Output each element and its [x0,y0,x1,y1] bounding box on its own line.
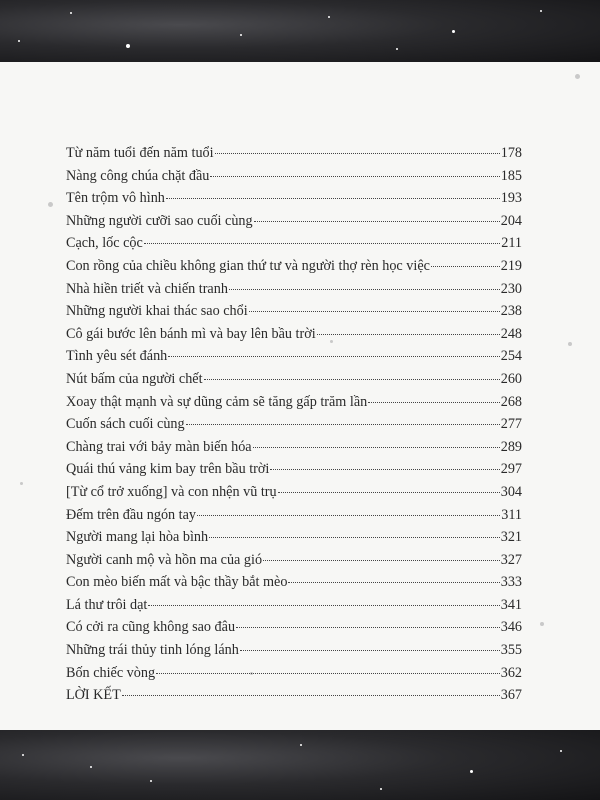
toc-entry[interactable] [66,416,522,439]
toc-leader-dots [263,559,500,561]
paper-speck [48,202,53,207]
toc-leader-dots [431,265,500,267]
toc-entry[interactable] [66,619,522,642]
toc-entry-title: Con rồng của chiều không gian thứ tư và người thợ rèn học việc [66,257,430,274]
toc-entry[interactable] [66,145,522,168]
toc-entry-page: 248 [500,325,522,342]
toc-entry-page: 260 [500,370,522,387]
toc-entry-page: 304 [500,483,522,500]
toc-entry-page: 230 [500,280,522,297]
toc-entry-page: 333 [500,574,522,591]
toc-entry-title: Đếm trên đầu ngón tay [66,506,197,523]
toc-entry-page: 321 [500,529,522,546]
toc-leader-dots [317,333,500,335]
toc-entry-title: Người canh mộ và hồn ma của gió [66,551,263,568]
toc-entry-title: Bốn chiếc vòng [66,664,156,681]
paper-speck [568,342,572,346]
toc-entry-title: Những trái thủy tinh lóng lánh [66,642,239,659]
toc-leader-dots [166,197,500,199]
toc-entry-page: 204 [500,212,522,229]
toc-entry-page: 238 [500,303,522,320]
toc-leader-dots [186,423,500,425]
toc-entry-title: Cuốn sách cuối cùng [66,416,185,433]
paper-speck [540,622,544,626]
toc-entry-page: 211 [501,235,522,252]
toc-leader-dots [148,604,499,606]
toc-entry[interactable] [66,394,522,417]
toc-leader-dots [215,152,500,154]
star [560,750,562,752]
star [380,788,382,790]
toc-entry[interactable] [66,258,522,281]
toc-entry-title: Người mang lại hòa bình [66,529,209,546]
toc-leader-dots [156,672,500,674]
toc-entry-title: Những người khai thác sao chổi [66,303,248,320]
toc-entry[interactable] [66,461,522,484]
toc-leader-dots [122,694,500,696]
toc-leader-dots [288,581,499,583]
toc-entry-title: Tên trộm vô hình [66,190,165,207]
toc-leader-dots [144,242,500,244]
toc-entry[interactable] [66,168,522,191]
toc-entry-title: Những người cưỡi sao cuối cùng [66,212,253,229]
toc-entry[interactable] [66,574,522,597]
toc-entry-page: 355 [500,642,522,659]
toc-entry-page: 327 [500,551,522,568]
toc-entry-page: 362 [500,664,522,681]
toc-leader-dots [278,491,500,493]
toc-entry-title: [Từ cổ trở xuống] và con nhện vũ trụ [66,483,277,500]
toc-entry-title: Cạch, lốc cộc [66,235,143,252]
toc-entry-page: 268 [500,393,522,410]
toc-entry[interactable] [66,439,522,462]
toc-entry-title: Chàng trai với bảy màn biến hóa [66,438,252,455]
star [540,10,542,12]
star [452,30,455,33]
paper-speck [20,482,23,485]
toc-leader-dots [209,536,500,538]
toc-entry[interactable] [66,348,522,371]
toc-entry[interactable] [66,484,522,507]
toc-entry-title: Con mèo biến mất và bậc thầy bắt mèo [66,574,288,591]
toc-leader-dots [254,220,500,222]
toc-entry[interactable] [66,597,522,620]
toc-entry-page: 346 [500,619,522,636]
toc-entry-title: Có cởi ra cũng không sao đâu [66,619,236,636]
toc-list [66,145,522,710]
starfield-bottom-band [0,730,600,800]
toc-leader-dots [204,378,500,380]
toc-leader-dots [270,468,499,470]
toc-entry[interactable] [66,507,522,530]
toc-entry[interactable] [66,665,522,688]
toc-entry-title: Quái thú vảng kim bay trên bầu trời [66,461,270,478]
toc-entry[interactable] [66,687,522,710]
toc-leader-dots [249,310,500,312]
toc-entry-page: 193 [500,190,522,207]
toc-entry[interactable] [66,529,522,552]
toc-entry-page: 297 [500,461,522,478]
star [90,766,92,768]
toc-entry-page: 311 [501,506,522,523]
star [70,12,72,14]
toc-entry-title: Nút bấm của người chết [66,370,203,387]
star [328,16,330,18]
toc-entry-page: 185 [500,167,522,184]
star [150,780,152,782]
toc-entry[interactable] [66,190,522,213]
toc-leader-dots [229,288,500,290]
toc-entry-page: 219 [500,257,522,274]
toc-entry[interactable] [66,303,522,326]
star [300,744,302,746]
toc-leader-dots [197,514,500,516]
toc-entry[interactable] [66,371,522,394]
toc-entry-title: Lá thư trôi dạt [66,596,148,613]
star [18,40,20,42]
toc-entry[interactable] [66,235,522,258]
toc-entry-page: 341 [500,596,522,613]
toc-entry-title: LỜI KẾT [66,687,121,704]
toc-entry[interactable] [66,326,522,349]
toc-entry-title: Nàng công chúa chặt đầu [66,167,210,184]
star [396,48,398,50]
toc-leader-dots [368,401,500,403]
toc-entry-title: Từ năm tuổi đến năm tuổi [66,145,214,161]
toc-entry-page: 277 [500,416,522,433]
toc-leader-dots [236,626,500,628]
toc-entry[interactable] [66,213,522,236]
toc-leader-dots [240,649,500,651]
star [126,44,130,48]
toc-entry[interactable] [66,642,522,665]
toc-entry-page: 178 [500,145,522,161]
star [22,754,24,756]
toc-leader-dots [210,175,499,177]
toc-entry-title: Cô gái bước lên bánh mì và bay lên bầu trời [66,325,316,342]
toc-entry[interactable] [66,552,522,575]
paper-speck [575,74,580,79]
toc-leader-dots [253,446,500,448]
toc-leader-dots [168,355,499,357]
table-of-contents-page [0,62,600,730]
toc-entry-title: Xoay thật mạnh và sự dũng cảm sẽ tăng gấp trăm lần [66,393,368,410]
star [240,34,242,36]
toc-entry-page: 254 [500,348,522,365]
toc-entry-title: Tình yêu sét đánh [66,348,168,365]
toc-entry-page: 367 [500,687,522,704]
toc-entry[interactable] [66,281,522,304]
star [470,770,473,773]
toc-entry-title: Nhà hiền triết và chiến tranh [66,280,228,297]
starfield-top-band [0,0,600,62]
toc-entry-page: 289 [500,438,522,455]
